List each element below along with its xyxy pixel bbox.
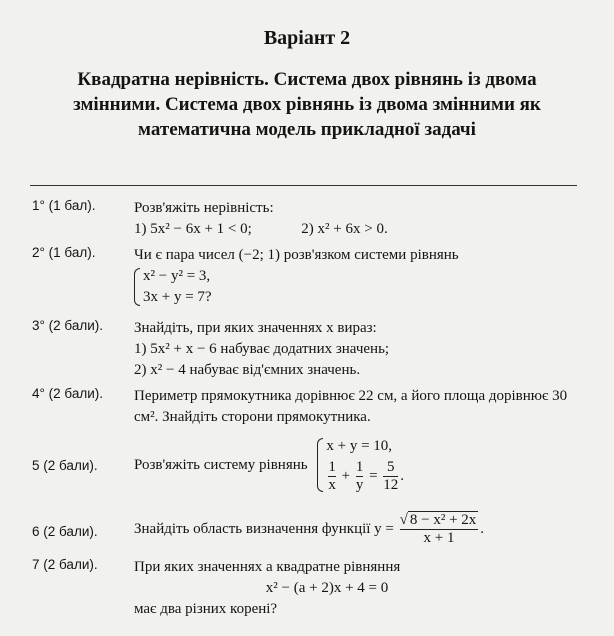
task-intro: Розв'яжіть нерівність: xyxy=(134,200,274,216)
task-text: При яких значеннях a квадратне рівняння xyxy=(134,559,401,575)
operator: = xyxy=(369,467,378,484)
task-text: Знайдіть область визначення функції y = xyxy=(134,521,394,537)
title-line: математична модель прикладної задачі xyxy=(138,119,476,140)
operator: + xyxy=(341,467,351,484)
equation-system xyxy=(134,266,212,308)
title-line: змінними. Система двох рівнянь із двома змінними як xyxy=(73,94,541,115)
task-body xyxy=(134,512,580,547)
divider-line xyxy=(30,185,577,186)
system-equation: 3x + y = 7? xyxy=(143,289,212,305)
fraction xyxy=(383,459,398,494)
task-items xyxy=(134,219,580,240)
task-number: 7 (2 бали). xyxy=(32,557,98,572)
task-number: 5 (2 бали). xyxy=(32,458,98,473)
task-body xyxy=(134,557,580,620)
numerator: 5 xyxy=(387,459,395,475)
task-number: 6 (2 бали). xyxy=(32,524,98,539)
denominator: x + 1 xyxy=(400,529,479,547)
punctuation: . xyxy=(400,467,405,484)
denominator: 12 xyxy=(383,477,399,493)
task-number: 3° (2 бали). xyxy=(32,318,104,333)
task-text: Чи є пара чисел (−2; 1) розв'язком системи рівнянь xyxy=(134,247,459,263)
task-body: Периметр прямокутника дорівнює 22 см, а його площа дорівнює 30 см². Знайдіть сторони прямокутника. xyxy=(134,388,568,425)
task-text: має два різних корені? xyxy=(134,601,278,617)
punctuation: . xyxy=(480,521,485,537)
task-item: 2) x² − 4 набуває від'ємних значень. xyxy=(134,362,361,378)
task-number: 1° (1 бал). xyxy=(32,198,96,213)
denominator: x xyxy=(328,477,336,493)
radicand: 8 − x² + 2x xyxy=(409,512,477,528)
fraction xyxy=(400,512,479,547)
variant-heading: Варіант 2 xyxy=(263,27,351,49)
document-title xyxy=(22,67,592,142)
fraction xyxy=(356,459,364,494)
task-number: 4° (2 бали). xyxy=(32,386,104,401)
task-item: 2) x² + 6x > 0. xyxy=(301,221,388,237)
task-body xyxy=(134,198,580,240)
task-text: Розв'яжіть систему рівнянь xyxy=(134,456,308,473)
equation: x² − (a + 2)x + 4 = 0 xyxy=(265,580,389,596)
equation-system xyxy=(317,436,404,494)
task-body xyxy=(134,245,580,308)
task-number: 2° (1 бал). xyxy=(32,245,96,260)
numerator: 1 xyxy=(355,459,364,475)
task-intro: Знайдіть, при яких значеннях x вираз: xyxy=(134,320,377,336)
title-line: Квадратна нерівність. Система двох рівнянь із двома xyxy=(77,69,537,90)
task-body xyxy=(134,436,580,494)
task-item: 1) 5x² − 6x + 1 < 0; xyxy=(134,221,252,237)
sqrt-icon: √ xyxy=(399,512,408,528)
numerator: 1 xyxy=(328,459,336,475)
denominator: y xyxy=(355,477,364,493)
system-equation: x² − y² = 3, xyxy=(143,268,211,284)
system-equation xyxy=(326,459,404,494)
task-item: 1) 5x² + x − 6 набуває додатних значень; xyxy=(134,341,390,357)
numerator xyxy=(400,512,479,529)
task-body xyxy=(134,318,580,381)
fraction xyxy=(328,459,336,494)
system-equation: x + y = 10, xyxy=(326,438,393,454)
